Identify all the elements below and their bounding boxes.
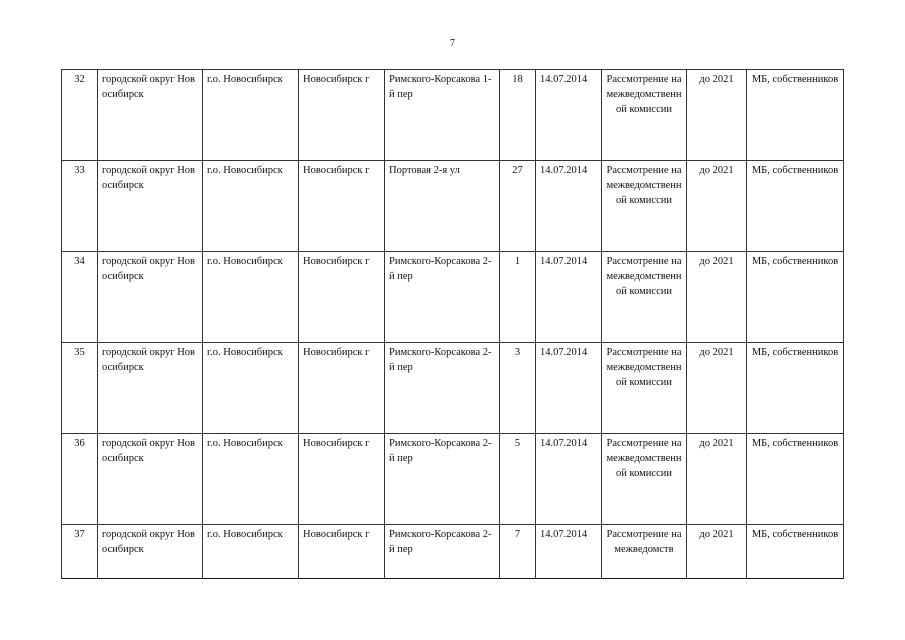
funding-source-cell: МБ, собственников — [747, 434, 844, 525]
street-cell: Римского-Корсакова 2-й пер — [385, 525, 500, 579]
house-number-cell: 5 — [500, 434, 536, 525]
house-number-cell: 1 — [500, 252, 536, 343]
row-number: 37 — [62, 525, 98, 579]
deadline-cell: до 2021 — [687, 161, 747, 252]
deadline-cell: до 2021 — [687, 252, 747, 343]
house-number-cell: 7 — [500, 525, 536, 579]
settlement-cell: г.о. Новосибирск — [203, 161, 299, 252]
decision-cell: Рассмотрение на межведомственной комиссии — [602, 161, 687, 252]
settlement-cell: г.о. Новосибирск — [203, 252, 299, 343]
street-cell: Римского-Корсакова 2-й пер — [385, 252, 500, 343]
date-cell: 14.07.2014 — [536, 525, 602, 579]
row-number: 36 — [62, 434, 98, 525]
row-number: 32 — [62, 70, 98, 161]
date-cell: 14.07.2014 — [536, 343, 602, 434]
deadline-cell: до 2021 — [687, 434, 747, 525]
street-cell: Римского-Корсакова 1-й пер — [385, 70, 500, 161]
settlement-cell: г.о. Новосибирск — [203, 70, 299, 161]
row-number: 33 — [62, 161, 98, 252]
deadline-cell: до 2021 — [687, 525, 747, 579]
municipality-cell: городской округ Новосибирск — [98, 161, 203, 252]
municipality-cell: городской округ Новосибирск — [98, 434, 203, 525]
table-row — [62, 525, 844, 579]
table-row — [62, 252, 844, 343]
table-row — [62, 434, 844, 525]
decision-cell: Рассмотрение на межведомственной комиссии — [602, 252, 687, 343]
funding-source-cell: МБ, собственников — [747, 161, 844, 252]
row-number: 35 — [62, 343, 98, 434]
locality-cell: Новосибирск г — [299, 70, 385, 161]
deadline-cell: до 2021 — [687, 70, 747, 161]
locality-cell: Новосибирск г — [299, 434, 385, 525]
locality-cell: Новосибирск г — [299, 525, 385, 579]
locality-cell: Новосибирск г — [299, 343, 385, 434]
funding-source-cell: МБ, собственников — [747, 343, 844, 434]
date-cell: 14.07.2014 — [536, 434, 602, 525]
date-cell: 14.07.2014 — [536, 161, 602, 252]
decision-text: Рассмотрение на межведомств — [606, 529, 682, 555]
table-row — [62, 161, 844, 252]
funding-source-cell: МБ, собственников — [747, 70, 844, 161]
street-cell: Римского-Корсакова 2-й пер — [385, 343, 500, 434]
page-number: 7 — [450, 38, 455, 49]
house-number-cell: 18 — [500, 70, 536, 161]
funding-source-cell: МБ, собственников — [747, 525, 844, 579]
table-row — [62, 70, 844, 161]
settlement-cell: г.о. Новосибирск — [203, 343, 299, 434]
decision-cell: Рассмотрение на межведомственной комиссии — [602, 343, 687, 434]
municipality-cell: городской округ Новосибирск — [98, 70, 203, 161]
locality-cell: Новосибирск г — [299, 252, 385, 343]
municipality-cell: городской округ Новосибирск — [98, 343, 203, 434]
house-number-cell: 3 — [500, 343, 536, 434]
date-cell: 14.07.2014 — [536, 70, 602, 161]
street-cell: Портовая 2-я ул — [385, 161, 500, 252]
street-cell: Римского-Корсакова 2-й пер — [385, 434, 500, 525]
municipality-cell: городской округ Новосибирск — [98, 252, 203, 343]
row-number: 34 — [62, 252, 98, 343]
deadline-cell: до 2021 — [687, 343, 747, 434]
settlement-cell: г.о. Новосибирск — [203, 525, 299, 579]
decision-cell: Рассмотрение на межведомственной комиссии — [602, 70, 687, 161]
decision-cell: Рассмотрение на межведомственной комиссии — [602, 434, 687, 525]
date-cell: 14.07.2014 — [536, 252, 602, 343]
municipality-cell: городской округ Новосибирск — [98, 525, 203, 579]
decision-cell — [602, 525, 687, 579]
settlement-cell: г.о. Новосибирск — [203, 434, 299, 525]
funding-source-cell: МБ, собственников — [747, 252, 844, 343]
house-number-cell: 27 — [500, 161, 536, 252]
locality-cell: Новосибирск г — [299, 161, 385, 252]
table-row — [62, 343, 844, 434]
housing-registry-table — [61, 69, 844, 579]
